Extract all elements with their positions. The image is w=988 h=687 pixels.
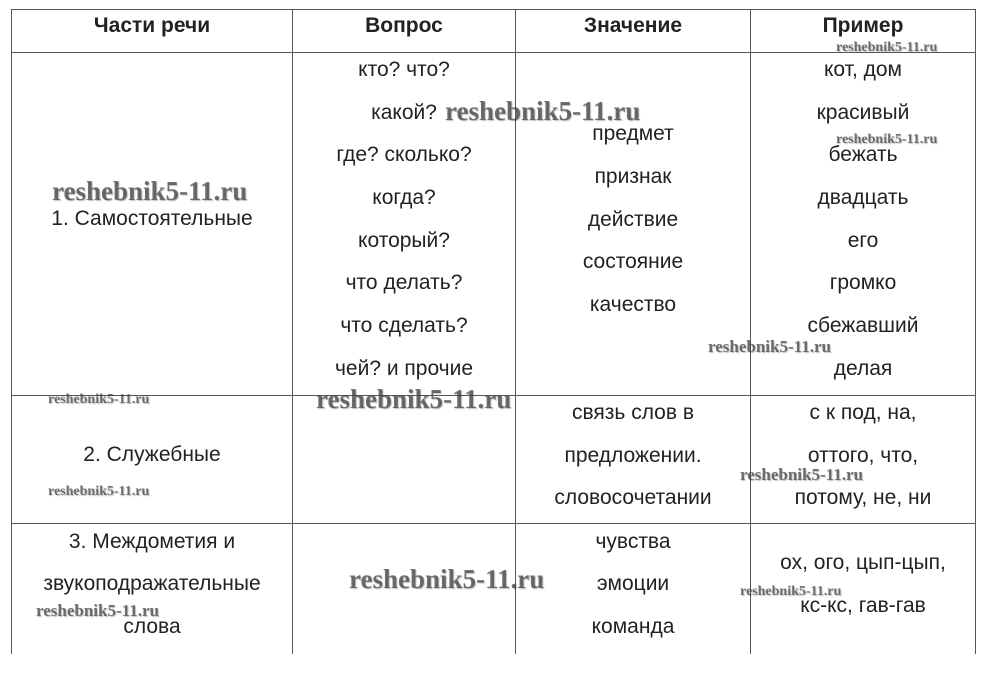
watermark: reshebnik5-11.ru	[836, 40, 938, 55]
table-border-top	[11, 9, 976, 10]
row-3-part: слова	[123, 615, 181, 638]
watermark: reshebnik5-11.ru	[740, 584, 842, 599]
watermark: reshebnik5-11.ru	[740, 465, 863, 484]
table-border-right	[975, 9, 976, 654]
row-1-example: сбежавший	[807, 314, 919, 337]
header-parts: Части речи	[93, 14, 211, 37]
row-1-example: его	[847, 229, 879, 252]
row-1-example: кот, дом	[824, 58, 902, 81]
column-divider	[292, 9, 293, 654]
row-1-example: красивый	[816, 101, 910, 124]
row-1-meaning: состояние	[582, 250, 684, 273]
row-3-meaning: чувства	[595, 530, 671, 553]
row-1-question: кто? что?	[358, 58, 450, 81]
row-3-example: кс-кс, гав-гав	[800, 594, 926, 617]
row-3-part: 3. Междометия и	[68, 530, 236, 553]
header-question: Вопрос	[365, 14, 443, 37]
row-2-example: с к под, на,	[809, 401, 917, 424]
row-2-meaning: предложении.	[564, 444, 702, 467]
row-1-question: что делать?	[345, 271, 463, 294]
watermark: reshebnik5-11.ru	[48, 484, 150, 499]
row-2-example: потому, не, ни	[794, 486, 932, 509]
row-1-question: который?	[358, 229, 450, 252]
row-1-question: какой?	[371, 101, 437, 124]
row-1-example: делая	[833, 357, 893, 380]
row-2-part: 2. Служебные	[83, 443, 221, 466]
watermark: reshebnik5-11.ru	[48, 392, 150, 407]
row-1-question: что сделать?	[340, 314, 468, 337]
watermark: reshebnik5-11.ru	[836, 132, 938, 147]
row-1-meaning: качество	[589, 293, 677, 316]
row-2-example: оттого, что,	[807, 444, 919, 467]
row-1-example: бежать	[828, 143, 898, 166]
row-1-meaning: признак	[594, 165, 672, 188]
watermark: reshebnik5-11.ru	[52, 176, 248, 206]
row-1-example: громко	[829, 271, 897, 294]
row-2-meaning: связь слов в	[571, 401, 695, 424]
header-meaning: Значение	[583, 14, 683, 37]
table-border-left	[11, 9, 12, 654]
watermark: reshebnik5-11.ru	[36, 601, 159, 620]
column-divider	[750, 9, 751, 654]
row-1-question: где? сколько?	[336, 143, 472, 166]
row-1-meaning: предмет	[592, 122, 674, 145]
row-3-meaning: команда	[591, 615, 675, 638]
watermark: reshebnik5-11.ru	[445, 96, 641, 126]
row-3-meaning: эмоции	[596, 572, 670, 595]
row-3-part: звукоподражательные	[43, 572, 261, 595]
row-divider	[11, 52, 976, 53]
watermark: reshebnik5-11.ru	[708, 337, 831, 356]
row-1-meaning: действие	[587, 208, 679, 231]
watermark: reshebnik5-11.ru	[316, 384, 512, 414]
row-divider	[11, 523, 976, 524]
header-example: Пример	[822, 14, 904, 37]
row-1-part: 1. Самостоятельные	[51, 207, 253, 230]
row-1-example: двадцать	[817, 186, 909, 209]
row-1-question: когда?	[372, 186, 436, 209]
watermark: reshebnik5-11.ru	[349, 564, 545, 594]
row-2-meaning: словосочетании	[554, 486, 712, 509]
row-1-question: чей? и прочие	[334, 357, 474, 380]
row-3-example: ох, ого, цып-цып,	[780, 551, 946, 574]
